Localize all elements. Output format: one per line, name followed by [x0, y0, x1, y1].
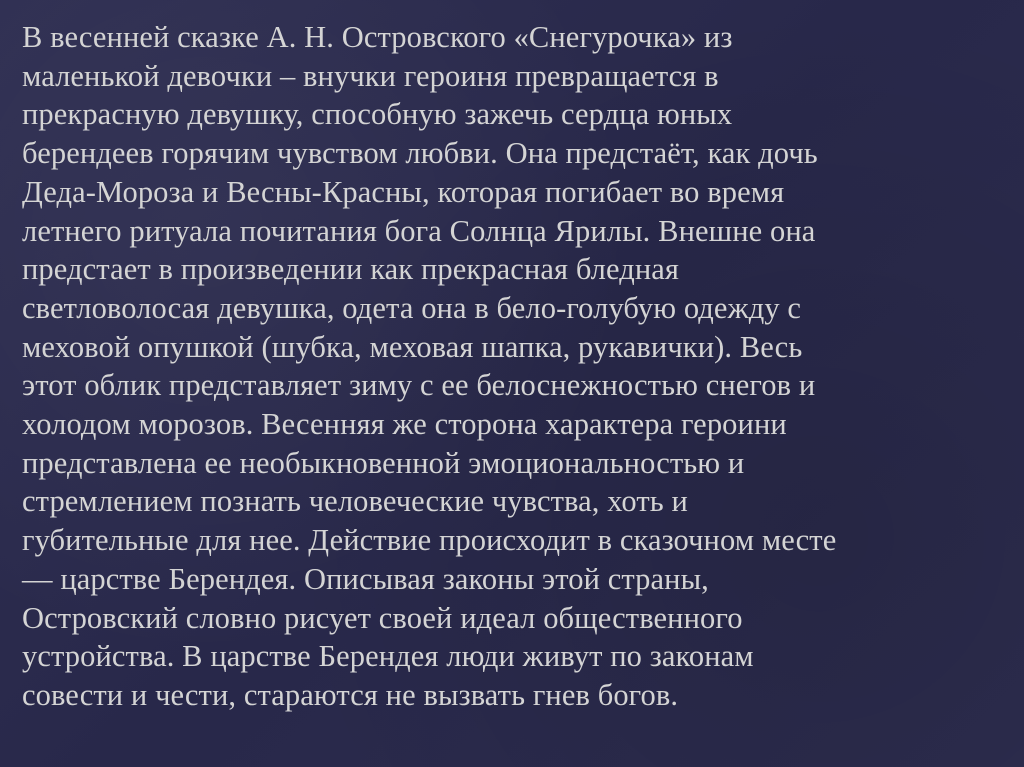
slide-body-text [22, 18, 1012, 715]
text-line: светловолосая девушка, одета она в бело-голубую одежду с [22, 290, 802, 325]
text-line: губительные для нее. Действие происходит в сказочном месте [22, 523, 837, 558]
text-line: предстает в произведении как прекрасная бледная [22, 252, 680, 287]
text-line: маленькой девочки – внучки героиня превращается в [22, 58, 719, 93]
text-line: холодом морозов. Весенняя же сторона характера героини [22, 407, 787, 442]
text-line: Островский словно рисует своей идеал общественного [22, 600, 743, 635]
text-line: В весенней сказке А. Н. Островского «Снегурочка» из [22, 20, 733, 54]
text-line: этот облик представляет зиму с ее белоснежностью снегов и [22, 368, 816, 403]
text-line: меховой опушкой (шубка, меховая шапка, рукавички). Весь [22, 329, 803, 364]
text-line: устройства. В царстве Берендея люди живут по законам [22, 639, 754, 674]
text-line: совести и чести, стараются не вызвать гнев богов. [22, 677, 679, 712]
text-line: Деда-Мороза и Весны-Красны, которая погибает во время [22, 174, 785, 209]
text-line: летнего ритуала почитания бога Солнца Ярилы. Внешне она [22, 213, 816, 248]
text-line: стремлением познать человеческие чувства, хоть и [22, 484, 688, 519]
text-line: представлена ее необыкновенной эмоциональностью и [22, 445, 745, 480]
text-line: прекрасную девушку, способную зажечь сердца юных [22, 97, 733, 132]
text-line: — царстве Берендея. Описывая законы этой страны, [22, 561, 709, 596]
text-line: берендеев горячим чувством любви. Она предстаёт, как дочь [22, 136, 818, 171]
